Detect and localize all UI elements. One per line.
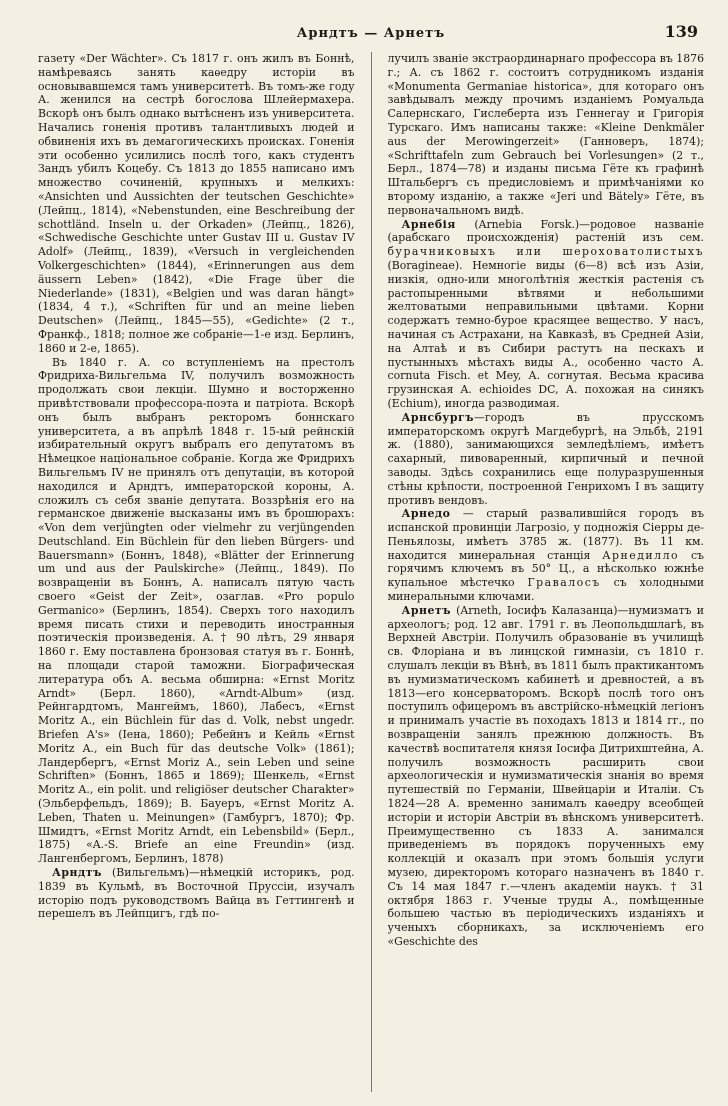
- page-header: [38, 22, 704, 52]
- entry-arneth: [388, 604, 705, 949]
- column-divider: [371, 52, 372, 1092]
- paragraph: лучилъ званіе экстраординарнаго профессора въ 1876 г.; А. съ 1862 г. состоитъ сотрудникомъ изданія «Monumenta Germaniae historica», для котораго онъ завѣдывалъ между прочимъ изданіемъ Ромуальда Салернскаго, Гислеберта изъ Геннегау и Григорія Турскаго. Имъ написаны также: «Kleine Denkmäler aus der Merowingerzeit» (Ганноверъ, 1874); «Schrifttafeln zum Gebrauch bei Vorlesungen» (2 т., Берл., 1874—78) и изданы письма Гёте къ графинѣ Штальбергъ съ предисловіемъ и примѣчаніями ко второму изданію, а также «Jeri und Bätely» Гёте, въ первоначальномъ видѣ.: [387, 52, 704, 217]
- paragraph: газету «Der Wächter». Съ 1817 г. онъ жилъ въ Боннѣ, намѣреваясь занять каѳедру исторіи въ основывавшемся тамъ университетѣ. Въ томъ-же году А. женился на сестрѣ богослова Шлейермахера. Вскорѣ онъ былъ однако вытѣсненъ изъ университета. Начались гоненія противъ талантливыхъ людей и обвиненія ихъ въ демагогическихъ происках. Гоненія эти особенно усилились послѣ того, какъ студентъ Зандъ убилъ Коцебу. Съ 1813 до 1855 написано имъ множество сочиненій, крупныхъ и мелкихъ: «Ansichten und Aussichten der teutschen Geschichte» (Лейпц., 1814), «Nebenstunden, eine Beschreibung der schottländ. Inseln u. der Orkaden» (Лейпц., 1826), «Schwedische Geschichte unter Gustav III u. Gustav IV Adolf» (Лейпц., 1839), «Versuch in vergleichenden Volkergeschichten» (1844), «Erinnerungen aus dem äussern Leben» (1842), «Die Frage über die Niederlande» (1831), «Belgien und was daran hängt» (1834, 4 т.), «Schriften für und an meine lieben Deutschen» (Лейпц., 1845—55), «Gedichte» (2 т., Франкф., 1818; полное же собраніе—1-е изд. Берлинъ, 1860 и 2-е, 1865).: [38, 52, 355, 355]
- entry-text: (Arnebia Forsk.)—родовое названіе (арабскаго происхожденія) растеній изъ сем.: [387, 217, 704, 245]
- entry-text: — старый развалившійся городъ въ испанской провинціи Лагрозіо, у подножія Сіерры де-Пеньялозы, имѣетъ 3785 ж. (1877). Въ 11 км. находится минеральная станція: [387, 507, 704, 562]
- spaced-term: Арнедилло: [602, 548, 680, 562]
- entry-text: —городъ въ прусскомъ императорскомъ округѣ Магдебургѣ, на Эльбѣ, 2191 ж. (1880), занимающихся земледѣліемъ, имѣетъ сахарный, пивоваренный, кирпичный и печной заводы. Здѣсь сохранились еще полуразрушенныя стѣны крѣпости, построенной Генрихомъ I въ защиту противъ вендовъ.: [387, 410, 704, 507]
- entry-headword: Арнсбургъ: [401, 410, 474, 424]
- entry-headword: Арнебія: [401, 217, 456, 231]
- page-number: 139: [664, 22, 698, 41]
- text-columns: [38, 52, 704, 1092]
- entry-text: (Arneth, Іосифъ Калазанца)—нумизматъ и археологъ; род. 12 авг. 1791 г. въ Леопольдшлагѣ, въ Верхней Австріи. Получилъ образованіе въ училищѣ св. Флоріана и въ линцской гимназіи, съ 1810 г. слушалъ лекціи въ Вѣнѣ, въ 1811 былъ практикантомъ въ нумизматическомъ кабинетѣ и древностей, а въ 1813—его консерваторомъ. Вскорѣ послѣ того онъ поступилъ офицеромъ въ австрійско-нѣмецкій легіонъ и принималъ участіе въ походахъ 1813 и 1814 гг., по возвращеніи занялъ прежнюю должность. Въ качествѣ воспитателя князя Іосифа Дитрихштейна, А. получилъ возможность расширить свои археологическія и нумизматическія знанія во время путешествій по Германіи, Швейцаріи и Италіи. Съ 1824—28 А. временно занималъ каѳедру всеобщей исторіи и исторіи Австріи въ вѣнскомъ университетѣ. Преимущественно съ 1833 А. занимался приведеніемъ въ порядокъ порученныхъ ему коллекцій и оказалъ при этомъ большія услуги музею, директоромъ котораго назначенъ въ 1840 г. Съ 14 мая 1847 г.—членъ академіи наукъ. † 31 октября 1863 г. Ученые труды А., помѣщенные большею частью въ періодическихъ изданіяхъ и ученыхъ сборникахъ, за исключеніемъ его «Geschichte des: [387, 603, 704, 948]
- spaced-term: Гравалосъ: [527, 576, 601, 590]
- entry-headword: Арнедо: [401, 507, 451, 521]
- entry-arnsburg: [388, 411, 705, 508]
- entry-text: (Вильгельмъ)—нѣмецкій историкъ, род. 1839 въ Кульмѣ, въ Восточной Пруссіи, изучалъ исторію подъ руководствомъ Вайца въ Геттингенѣ и перешелъ въ Лейпцигъ, гдѣ по-: [38, 866, 355, 921]
- spaced-term: бурачниковыхъ или шероховатолистыхъ: [387, 245, 704, 259]
- right-column: [388, 52, 705, 1092]
- entry-arndt-wilhelm: [38, 866, 355, 921]
- running-title: Арндтъ — Арнетъ: [296, 26, 446, 41]
- entry-arnebia: [388, 218, 705, 411]
- entry-text: съ холодными минеральными ключами.: [387, 576, 704, 604]
- entry-arnedo: [388, 507, 705, 604]
- paragraph: Въ 1840 г. А. со вступленіемъ на престолъ Фридриха-Вильгельма IV, получилъ возможность продолжать свои лекціи. Шумно и восторженно привѣтствовали профессора-поэта и патріота. Вскорѣ онъ былъ выбранъ ректоромъ боннскаго университета, а въ апрѣлѣ 1848 г. 15-ый рейнскій избирательный округъ выбралъ его депутатомъ въ Нѣмецкое національное собраніе. Когда же Фридрихъ Вильгельмъ IV не принялъ отъ депутаціи, въ которой находился и Арндтъ, императорской короны, А. сложилъ съ себя званіе депутата. Воззрѣнія его на германское движеніе высказаны имъ въ брошюрахъ: «Von dem verjüngten oder vielmehr zu verjüngenden Deutschland. Ein Büchlein für den lieben Bürgers- und Bauersmann» (Боннъ, 1848), «Blätter der Erinnerung um und aus der Paulskirche» (Лейпц., 1849). По возвращеніи въ Боннъ, А. написалъ пятую часть своего «Geist der Zeit», озаглав. «Pro populo Germanico» (Берлинъ, 1854). Сверхъ того находилъ время писать стихи и переводить иностранныя поэтическія произведенія. А. † 90 лѣтъ, 29 января 1860 г. Ему поставлена бронзовая статуя въ г. Боннѣ, на площади старой таможни. Біографическая литература объ А. весьма обширна: «Ernst Moritz Arndt» (Берл. 1860), «Arndt-Album» (изд. Рейнгардтомъ, Мангеймъ, 1860), Лабесъ, «Ernst Moritz A., ein Büchlein für das d. Volk, nebst ungedr. Briefen A's» (Іена, 1860); Ребейнъ и Кейль «Ernst Moritz A., ein Buch für das deutsche Volk» (1861); Ландербергъ, «Ernst Moriz A., sein Leben und seine Schriften» (Боннъ, 1865 и 1869); Шенкель, «Ernst Moritz A., ein polit. und religiöser deutscher Charakter» (Эльберфельдъ, 1869); В. Бауеръ, «Ernst Moritz A. Leben, Thaten u. Meinungen» (Гамбургъ, 1870); Фр. Шмидтъ, «Ernst Moritz Arndt, ein Lebensbild» (Берл., 1875) «A.-S. Briefe an eine Freundin» (изд. Лангенбергомъ, Берлинъ, 1878): [38, 355, 355, 866]
- entry-headword: Арнетъ: [401, 603, 451, 617]
- entry-text: съ горячимъ ключемъ въ 50° Ц., а нѣсколько южнѣе купальное мѣстечко: [387, 548, 704, 590]
- entry-text: (Boragineae). Немногіе виды (6—8) всѣ изъ Азіи, низкія, одно-или многолѣтнія жесткія растенія съ растопыренными вѣтвями и небольшими желтоватыми неправильными цвѣтами. Корни содержатъ темно-бурое красящее вещество. У насъ, начиная съ Астрахани, на Кавказѣ, въ Средней Азіи, на Алтаѣ и въ Сибири растутъ на пескахъ и пустынныхъ мѣстахъ виды А., особенно часто A. cornuta Fisch. et Mey, А. согнутая. Весьма красива грузинская A. echioides DC, А. похожая на синякъ (Echium), иногда разводимая.: [387, 258, 704, 410]
- left-column: [38, 52, 355, 1092]
- entry-headword: Арндтъ: [52, 866, 102, 880]
